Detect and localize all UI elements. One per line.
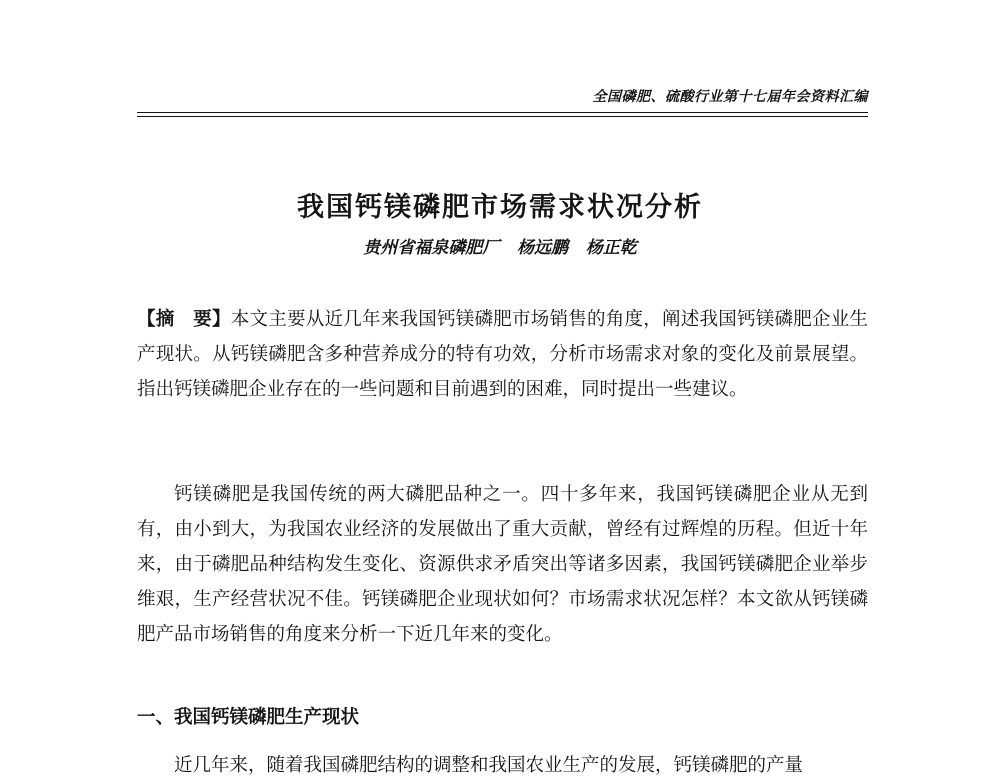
abstract-paragraph: [137, 302, 868, 407]
section-heading: 一、我国钙镁磷肥生产现状: [137, 707, 360, 728]
section-first-line-cutoff: 近几年来，随着我国磷肥结构的调整和我国农业生产的发展，钙镁磷肥的产量: [174, 755, 804, 776]
article-byline: 贵州省福泉磷肥厂 杨远鹏 杨正乾: [363, 238, 637, 258]
article-title: 我国钙镁磷肥市场需求状况分析: [297, 192, 703, 223]
abstract-label: 【摘 要】: [137, 309, 231, 330]
intro-paragraph: 钙镁磷肥是我国传统的两大磷肥品种之一。四十多年来，我国钙镁磷肥企业从无到有，由小到大，为我国农业经济的发展做出了重大贡献，曾经有过辉煌的历程。但近十年来，由于磷肥品种结构发生变化、资源供求矛盾突出等诸多因素，我国钙镁磷肥企业举步维艰，生产经营状况不佳。钙镁磷肥企业现状如何？市场需求状况怎样？本文欲从钙镁磷肥产品市场销售的角度来分析一下近几年来的变化。: [137, 484, 868, 645]
header-rule-bottom: [137, 116, 868, 117]
abstract-text: 本文主要从近几年来我国钙镁磷肥市场销售的角度，阐述我国钙镁磷肥企业生产现状。从钙镁磷肥含多种营养成分的特有功效，分析市场需求对象的变化及前景展望。指出钙镁磷肥企业存在的一些问题和目前遇到的困难，同时提出一些建议。: [137, 309, 868, 400]
header-rule-top: [137, 112, 868, 113]
running-header: 全国磷肥、硫酸行业第十七届年会资料汇编: [592, 89, 868, 105]
